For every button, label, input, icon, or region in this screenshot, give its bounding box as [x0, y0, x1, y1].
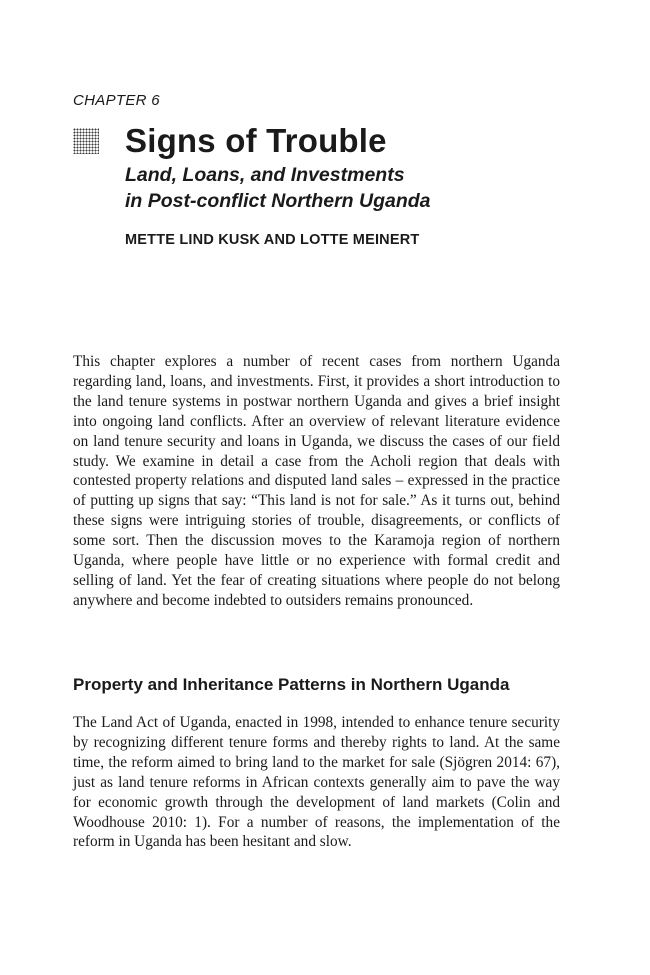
subtitle-line-2: in Post-conflict Northern Uganda — [125, 190, 431, 212]
section-paragraph: The Land Act of Uganda, enacted in 1998, intended to enhance tenure security by recognizing different tenure forms and thereby rights to land. At the same time, the reform aimed to bring land to the market for sale (Sjögren 2014: 67), just as land tenure reforms in African contexts generally aim to pave the way for economic growth through the development of land markets (Colin and Woodhouse 2010: 1). For a number of reasons, the implementation of the reform in Uganda has been hesitant and slow. — [73, 714, 560, 851]
chapter-subtitle — [125, 162, 431, 214]
dot-ornament-icon — [73, 128, 99, 154]
section-heading: Property and Inheritance Patterns in Northern Uganda — [73, 675, 510, 694]
intro-paragraph: This chapter explores a number of recent cases from northern Uganda regarding land, loans, and investments. First, it provides a short introduction to the land tenure systems in postwar northern Uganda and gives a brief insight into ongoing land conflicts. After an overview of relevant literature evidence on land tenure security and loans in Uganda, we discuss the cases of our field study. We examine in detail a case from the Acholi region that deals with contested property relations and disputed land sales – expressed in the practice of putting up signs that say: “This land is not for sale.” As it turns out, behind these signs were intriguing stories of trouble, disagreements, or conflicts of some sort. Then the discussion moves to the Karamoja region of northern Uganda, where people have little or no experience with formal credit and selling of land. Yet the fear of creating situations where people do not belong anywhere and become indebted to outsiders remains pronounced. — [73, 353, 560, 609]
subtitle-line-1: Land, Loans, and Investments — [125, 164, 405, 186]
chapter-title: Signs of Trouble — [125, 122, 387, 159]
chapter-label: CHAPTER 6 — [73, 92, 160, 109]
chapter-authors: METTE LIND KUSK AND LOTTE MEINERT — [125, 232, 420, 248]
